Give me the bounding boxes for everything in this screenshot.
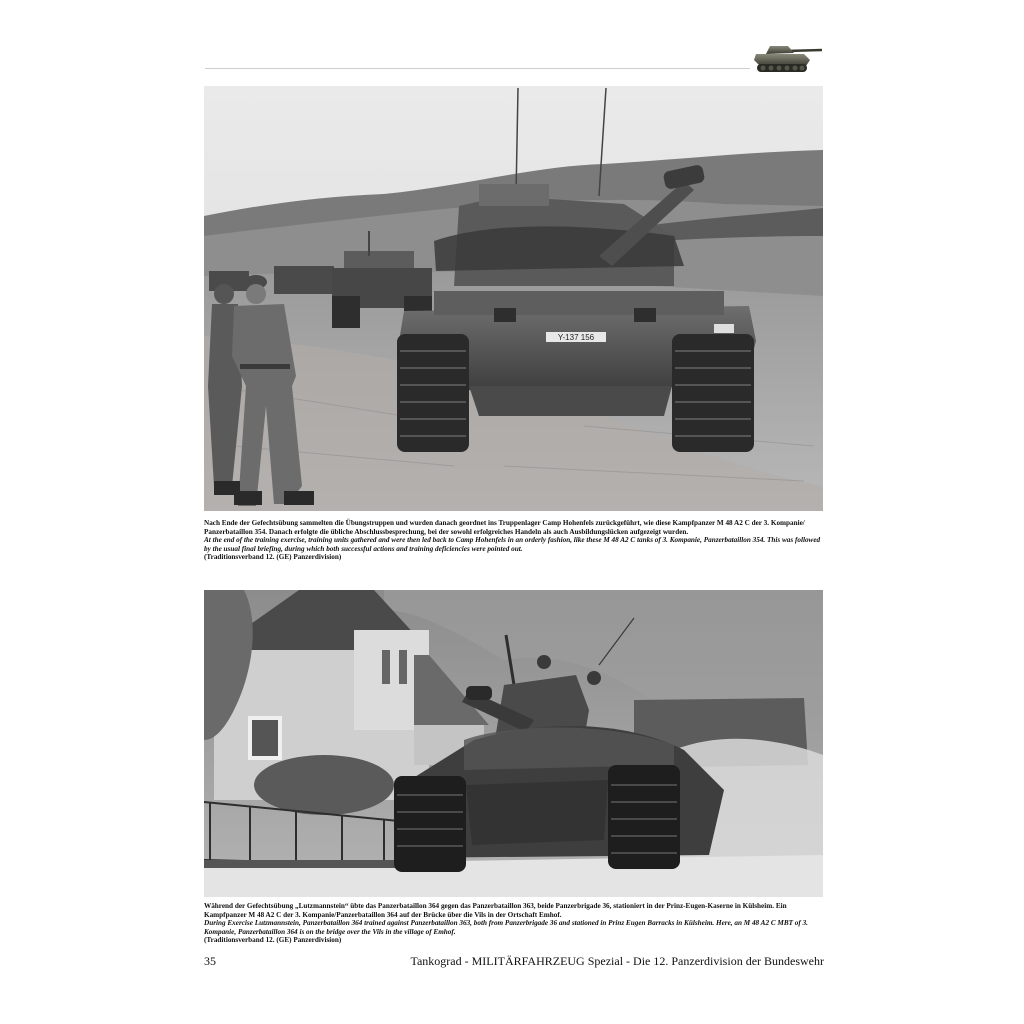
page-number: 35	[204, 954, 216, 968]
caption-photo1	[204, 519, 823, 562]
photo-tank-on-bridge	[204, 590, 823, 897]
caption-german: Während der Gefechtsübung „Lutzmannstein“ übte das Panzerbataillon 364 gegen das Panzerbataillon 363, beide Panzerbrigade 36, stationiert in der Prinz-Eugen-Kaserne in Külsheim. Ein Kampfpanzer M 48 A2 C der 3. Kompanie/Panzerbataillon 364 auf der Brücke über die Vils in der Ortschaft Emhof.	[204, 902, 787, 919]
header-rule	[205, 68, 750, 69]
running-title: Tankograd - MILITÄRFAHRZEUG Spezial - Die 12. Panzerdivision der Bundeswehr	[410, 954, 824, 968]
caption-english: At the end of the training exercise, training units gathered and were then led back to Camp Hohenfels in an orderly fashion, like these M 48 A2 C tanks of 3. Kompanie, Panzerbataillon 354. This was followed by the usual final briefing, during which both successful actions and training deficiencies were pointed out.	[204, 536, 821, 553]
photo-credit: (Traditionsverband 12. (GE) Panzerdivision)	[204, 553, 342, 562]
caption-german: Nach Ende der Gefechtsübung sammelten die Übungstruppen und wurden danach geordnet ins Truppenlager Camp Hohenfels zurückgeführt, wie diese Kampfpanzer M 48 A2 C der 3. Kompanie/ Panzerbataillon 354. Danach erfolgte die übliche Abschlussbesprechung, bei der sowohl erfolgreiches Handeln als auch Ausbildungslücken aufgezeigt wurden.	[204, 519, 805, 536]
page-footer	[204, 954, 824, 969]
caption-english: During Exercise Lutzmannstein, Panzerbataillon 364 trained against Panzerbataillon 363, both from Panzerbrigade 36 and stationed in Prinz Eugen Barracks in Külsheim. Here, an M 48 A2 C MBT of 3. Kompanie, Panzerbataillon 364 is on the bridge over the Vils in the village of Emhof.	[204, 919, 808, 936]
tank-logo-icon	[752, 38, 824, 76]
hull-number: Y-137 156	[557, 333, 595, 342]
caption-photo2	[204, 902, 823, 945]
photo-tanks-on-dirt-road	[204, 86, 823, 511]
photo-credit: (Traditionsverband 12. (GE) Panzerdivision)	[204, 936, 342, 945]
